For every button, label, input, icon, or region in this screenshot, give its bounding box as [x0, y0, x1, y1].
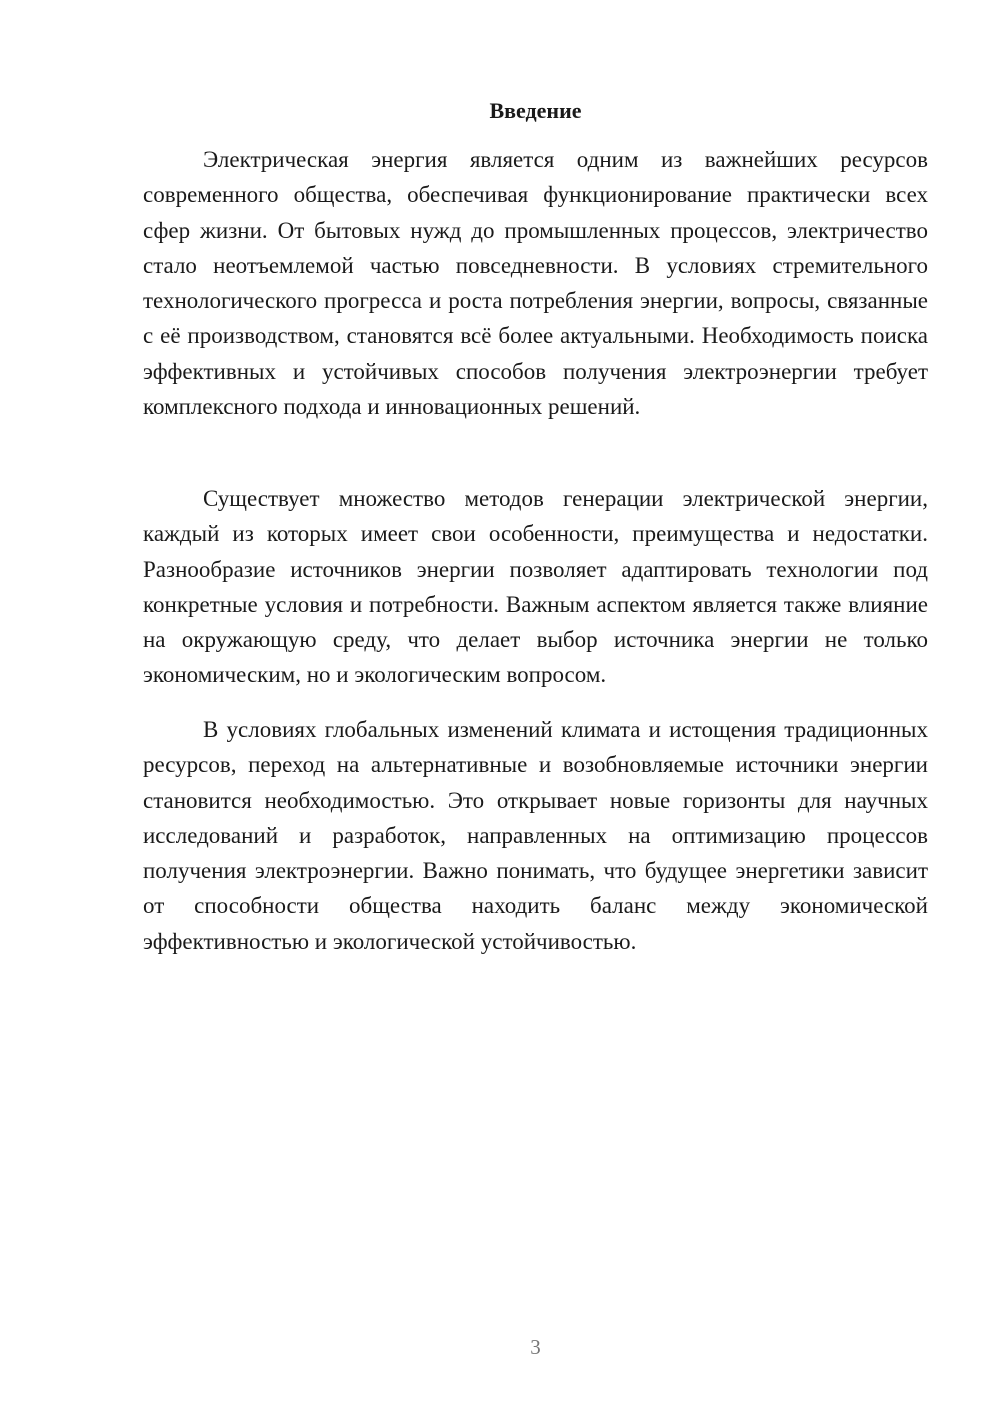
paragraph-3: В условиях глобальных изменений климата и истощения традиционных ресурсов, переход на альтернативные и возобновляемые источники энергии становится необходимостью. Это открывает новые горизонты для научных исследований и разработок, направленных на оптимизацию процессов получения электроэнергии. Важно понимать, что будущее энергетики зависит от способности общества находить баланс между экономической эффективностью и экологической устойчивостью. [143, 717, 928, 954]
page-number: 3 [530, 1335, 541, 1359]
document-page [143, 0, 928, 1414]
section-heading: Введение [489, 98, 582, 123]
paragraph-1: Электрическая энергия является одним из важнейших ресурсов современного общества, обеспечивая функционирование практически всех сфер жизни. От бытовых нужд до промышленных процессов, электричество стало неотъемлемой частью повседневности. В условиях стремительного технологического прогресса и роста потребления энергии, вопросы, связанные с её производством, становятся всё более актуальными. Необходимость поиска эффективных и устойчивых способов получения электроэнергии требует комплексного подхода и инновационных решений. [143, 147, 928, 420]
paragraph-2: Существует множество методов генерации электрической энергии, каждый из которых имеет свои особенности, преимущества и недостатки. Разнообразие источников энергии позволяет адаптировать технологии под конкретные условия и потребности. Важным аспектом является также влияние на окружающую среду, что делает выбор источника энергии не только экономическим, но и экологическим вопросом. [143, 486, 928, 688]
